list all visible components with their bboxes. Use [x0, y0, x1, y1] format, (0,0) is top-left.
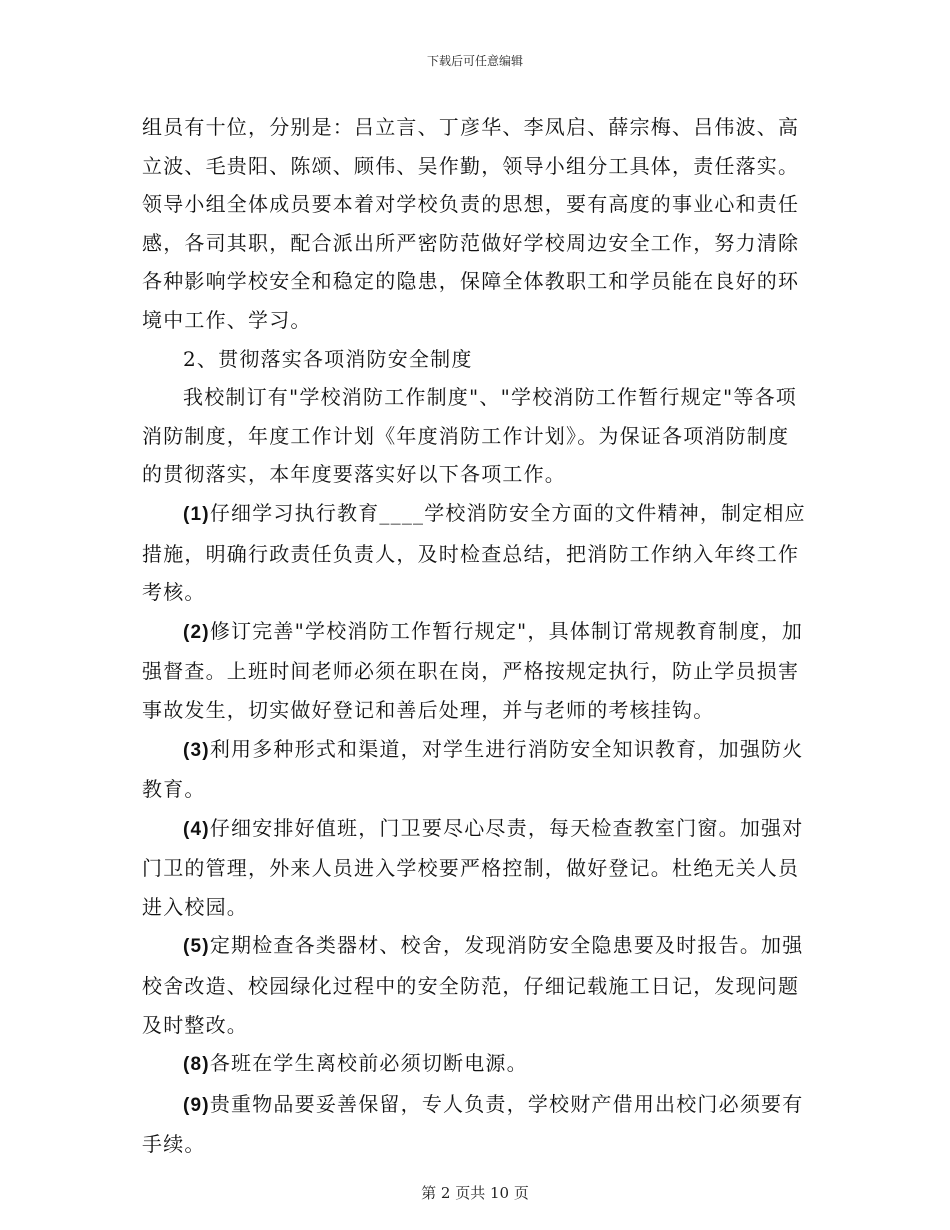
list-item: [142, 1085, 810, 1164]
list-item-number: (1): [183, 503, 210, 525]
list-item-number: (4): [183, 818, 210, 840]
list-item: [142, 1044, 810, 1085]
section-heading-text: 2、贯彻落实各项消防安全制度: [183, 346, 473, 371]
page-footer: 第 2 页共 10 页: [421, 1184, 529, 1202]
document-body: [142, 108, 810, 1164]
list-item-text: 仔细学习执行教育____学校消防安全方面的文件精神，制定相应措施，明确行政责任负责人，及时检查总结，把消防工作纳入年终工作考核。: [142, 500, 806, 605]
list-item: [142, 730, 810, 809]
list-item-text: 修订完善"学校消防工作暂行规定"，具体制订常规教育制度，加强督查。上班时间老师必须在职在岗，严格按规定执行，防止学员损害事故发生，切实做好登记和善后处理，并与老师的考核挂钩。: [142, 618, 804, 722]
list-item-text: 各班在学生离校前必须切断电源。: [209, 1051, 528, 1076]
list-item: [142, 926, 810, 1044]
list-item: [142, 612, 810, 730]
paragraph-text: 组员有十位，分别是：吕立言、丁彦华、李凤启、薛宗梅、吕伟波、高立波、毛贵阳、陈颂、顾伟、吴作勤，领导小组分工具体，责任落实。领导小组全体成员要本着对学校负责的思想，要有高度的事业心和责任感，各司其职，配合派出所严密防范做好学校周边安全工作，努力清除各种影响学校安全和稳定的隐患，保障全体教职工和学员能在良好的环境中工作、学习。: [142, 115, 800, 332]
list-item-number: (2): [183, 621, 210, 643]
page-header: 下载后可任意编辑: [426, 54, 523, 68]
list-item-text: 贵重物品要妥善保留，专人负责，学校财产借用出校门必须要有手续。: [142, 1091, 804, 1157]
list-item-number: (8): [183, 1054, 210, 1076]
list-item-number: (3): [183, 739, 210, 761]
section-heading: [142, 340, 810, 379]
list-item-number: (9): [183, 1094, 210, 1116]
list-item-number: (5): [183, 936, 210, 958]
list-item-text: 利用多种形式和渠道，对学生进行消防安全知识教育，加强防火教育。: [142, 736, 804, 802]
paragraph-intro: [142, 378, 810, 494]
list-item-text: 仔细安排好值班，门卫要尽心尽责，每天检查教室门窗。加强对门卫的管理，外来人员进入学校要严格控制，做好登记。杜绝无关人员进入校园。: [142, 815, 804, 919]
list-item-text: 定期检查各类器材、校舍，发现消防安全隐患要及时报告。加强校舍改造、校园绿化过程中的安全防范，仔细记载施工日记，发现问题及时整改。: [142, 933, 804, 1037]
paragraph-text: 我校制订有"学校消防工作制度"、"学校消防工作暂行规定"等各项消防制度，年度工作计划《年度消防工作计划》。为保证各项消防制度的贯彻落实，本年度要落实好以下各项工作。: [142, 385, 797, 487]
list-item: [142, 494, 810, 612]
paragraph-members: [142, 108, 810, 340]
list-item: [142, 809, 810, 927]
